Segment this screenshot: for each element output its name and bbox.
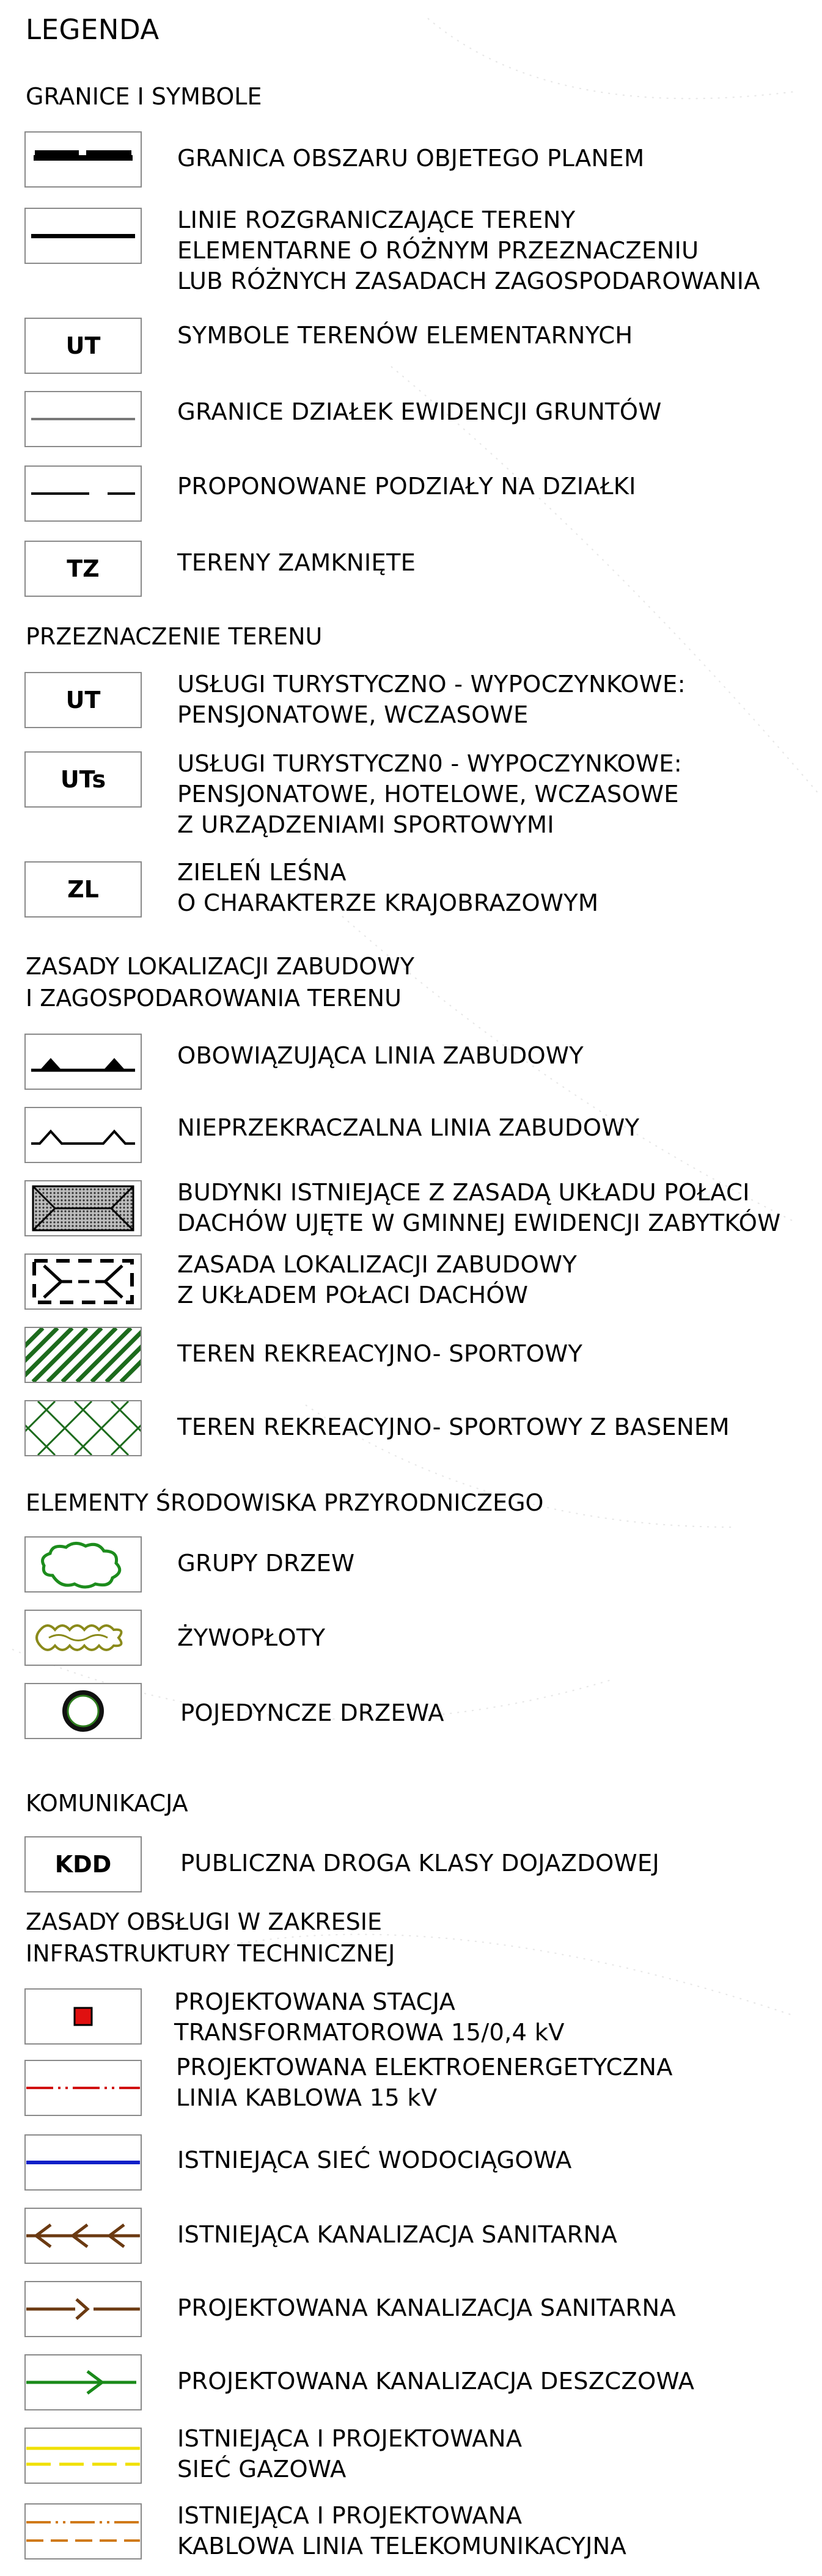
legend-label: USŁUGI TURYSTYCZNO - WYPOCZYNKOWE: PENSJONATOWE, WCZASOWE xyxy=(177,671,686,729)
legend-label: PROJEKTOWANA STACJA TRANSFORMATOROWA 15/0,4 kV xyxy=(174,1988,565,2046)
area-symbol-code-box xyxy=(24,318,142,374)
section-heading-przeznaczenie: PRZEZNACZENIE TERENU xyxy=(26,623,323,650)
recreation-pool-crosshatch-symbol xyxy=(24,1400,142,1456)
roof-layout-principle-symbol xyxy=(24,1253,142,1310)
legend-label: PROJEKTOWANA KANALIZACJA SANITARNA xyxy=(177,2294,676,2322)
legend-title: LEGENDA xyxy=(26,13,160,46)
legend-label: SYMBOLE TERENÓW ELEMENTARNYCH xyxy=(177,322,633,349)
power-cable-line-symbol xyxy=(24,2060,142,2116)
planned-sewer-line-symbol xyxy=(24,2281,142,2337)
legend-label: PROJEKTOWANA KANALIZACJA DESZCZOWA xyxy=(177,2368,695,2395)
single-tree-symbol xyxy=(24,1683,142,1739)
legend-label: ŻYWOPŁOTY xyxy=(177,1624,326,1652)
proposed-division-symbol xyxy=(24,465,142,522)
zl-code-box xyxy=(24,861,142,918)
section-heading-granice: GRANICE I SYMBOLE xyxy=(26,83,262,110)
section-heading-infrastruktura: ZASADY OBSŁUGI W ZAKRESIE INFRASTRUKTURY TECHNICZNEJ xyxy=(26,1908,395,1967)
legend-label: GRANICA OBSZARU OBJETEGO PLANEM xyxy=(177,145,645,172)
section-heading-zasady: ZASADY LOKALIZACJI ZABUDOWY I ZAGOSPODAROWANIA TERENU xyxy=(26,953,414,1012)
section-heading-srodowisko: ELEMENTY ŚRODOWISKA PRZYRODNICZEGO xyxy=(26,1489,544,1516)
legend-label: ISTNIEJĄCA I PROJEKTOWANA KABLOWA LINIA TELEKOMUNIKACYJNA xyxy=(177,2502,627,2560)
legend-label: POJEDYNCZE DRZEWA xyxy=(180,1699,444,1727)
existing-sewer-line-symbol xyxy=(24,2208,142,2264)
legend-label: PUBLICZNA DROGA KLASY DOJAZDOWEJ xyxy=(180,1850,659,1877)
storm-drain-line-symbol xyxy=(24,2354,142,2410)
parcel-boundary-symbol xyxy=(24,391,142,447)
ut-code-box xyxy=(24,672,142,728)
uts-code-box xyxy=(24,751,142,808)
legend-label: TERENY ZAMKNIĘTE xyxy=(177,549,416,577)
legend-label: ZASADA LOKALIZACJI ZABUDOWY Z UKŁADEM POŁACI DACHÓW xyxy=(177,1251,577,1309)
gas-network-line-symbol xyxy=(24,2428,142,2484)
section-heading-komunikacja: KOMUNIKACJA xyxy=(26,1790,188,1817)
plan-boundary-symbol xyxy=(24,131,142,188)
road-class-code-box xyxy=(24,1836,142,1892)
area-code: TZ xyxy=(67,555,100,582)
legend-label: USŁUGI TURYSTYCZN0 - WYPOCZYNKOWE: PENSJONATOWE, HOTELOWE, WCZASOWE Z URZĄDZENIAMI SPORTOWYMI xyxy=(177,750,682,839)
legend-label: NIEPRZEKRACZALNA LINIA ZABUDOWY xyxy=(177,1114,640,1142)
road-code: KDD xyxy=(54,1851,112,1878)
area-code: ZL xyxy=(67,876,99,903)
area-code: UT xyxy=(65,332,101,359)
water-network-line-symbol xyxy=(24,2134,142,2191)
legend-label: ISTNIEJĄCA I PROJEKTOWANA SIEĆ GAZOWA xyxy=(177,2425,523,2483)
closed-area-code-box xyxy=(24,541,142,597)
tree-group-symbol xyxy=(24,1536,142,1593)
legend-label: GRANICE DZIAŁEK EWIDENCJI GRUNTÓW xyxy=(177,398,662,426)
transformer-station-symbol xyxy=(24,1988,142,2045)
hedge-symbol xyxy=(24,1610,142,1666)
legend-label: OBOWIĄZUJĄCA LINIA ZABUDOWY xyxy=(177,1042,584,1070)
legend-label: ISTNIEJĄCA SIEĆ WODOCIĄGOWA xyxy=(177,2147,572,2174)
legend-label: GRUPY DRZEW xyxy=(177,1550,355,1577)
mandatory-building-line-symbol xyxy=(24,1034,142,1090)
legend-label: LINIE ROZGRANICZAJĄCE TERENY ELEMENTARNE O RÓŻNYM PRZEZNACZENIU LUB RÓŻNYCH ZASADACH ZAGOSPODAROWANIA xyxy=(177,206,760,295)
non-exceedable-building-line-symbol xyxy=(24,1107,142,1163)
area-code: UTs xyxy=(60,766,106,793)
recreation-sports-hatch-symbol xyxy=(24,1327,142,1383)
historic-building-roof-symbol xyxy=(24,1180,142,1236)
legend-label: ISTNIEJĄCA KANALIZACJA SANITARNA xyxy=(177,2221,618,2249)
legend-label: TEREN REKREACYJNO- SPORTOWY Z BASENEM xyxy=(177,1414,730,1441)
legend-label: TEREN REKREACYJNO- SPORTOWY xyxy=(177,1340,583,1368)
area-code: UT xyxy=(65,687,101,713)
boundary-line-symbol xyxy=(24,208,142,264)
legend-label: ZIELEŃ LEŚNA O CHARAKTERZE KRAJOBRAZOWYM xyxy=(177,859,599,917)
telecom-cable-line-symbol xyxy=(24,2503,142,2560)
legend-label: PROJEKTOWANA ELEKTROENERGETYCZNA LINIA KABLOWA 15 kV xyxy=(176,2054,673,2112)
legend-label: BUDYNKI ISTNIEJĄCE Z ZASADĄ UKŁADU POŁACI DACHÓW UJĘTE W GMINNEJ EWIDENCJI ZABYTKÓW xyxy=(177,1179,781,1237)
legend-label: PROPONOWANE PODZIAŁY NA DZIAŁKI xyxy=(177,473,636,500)
